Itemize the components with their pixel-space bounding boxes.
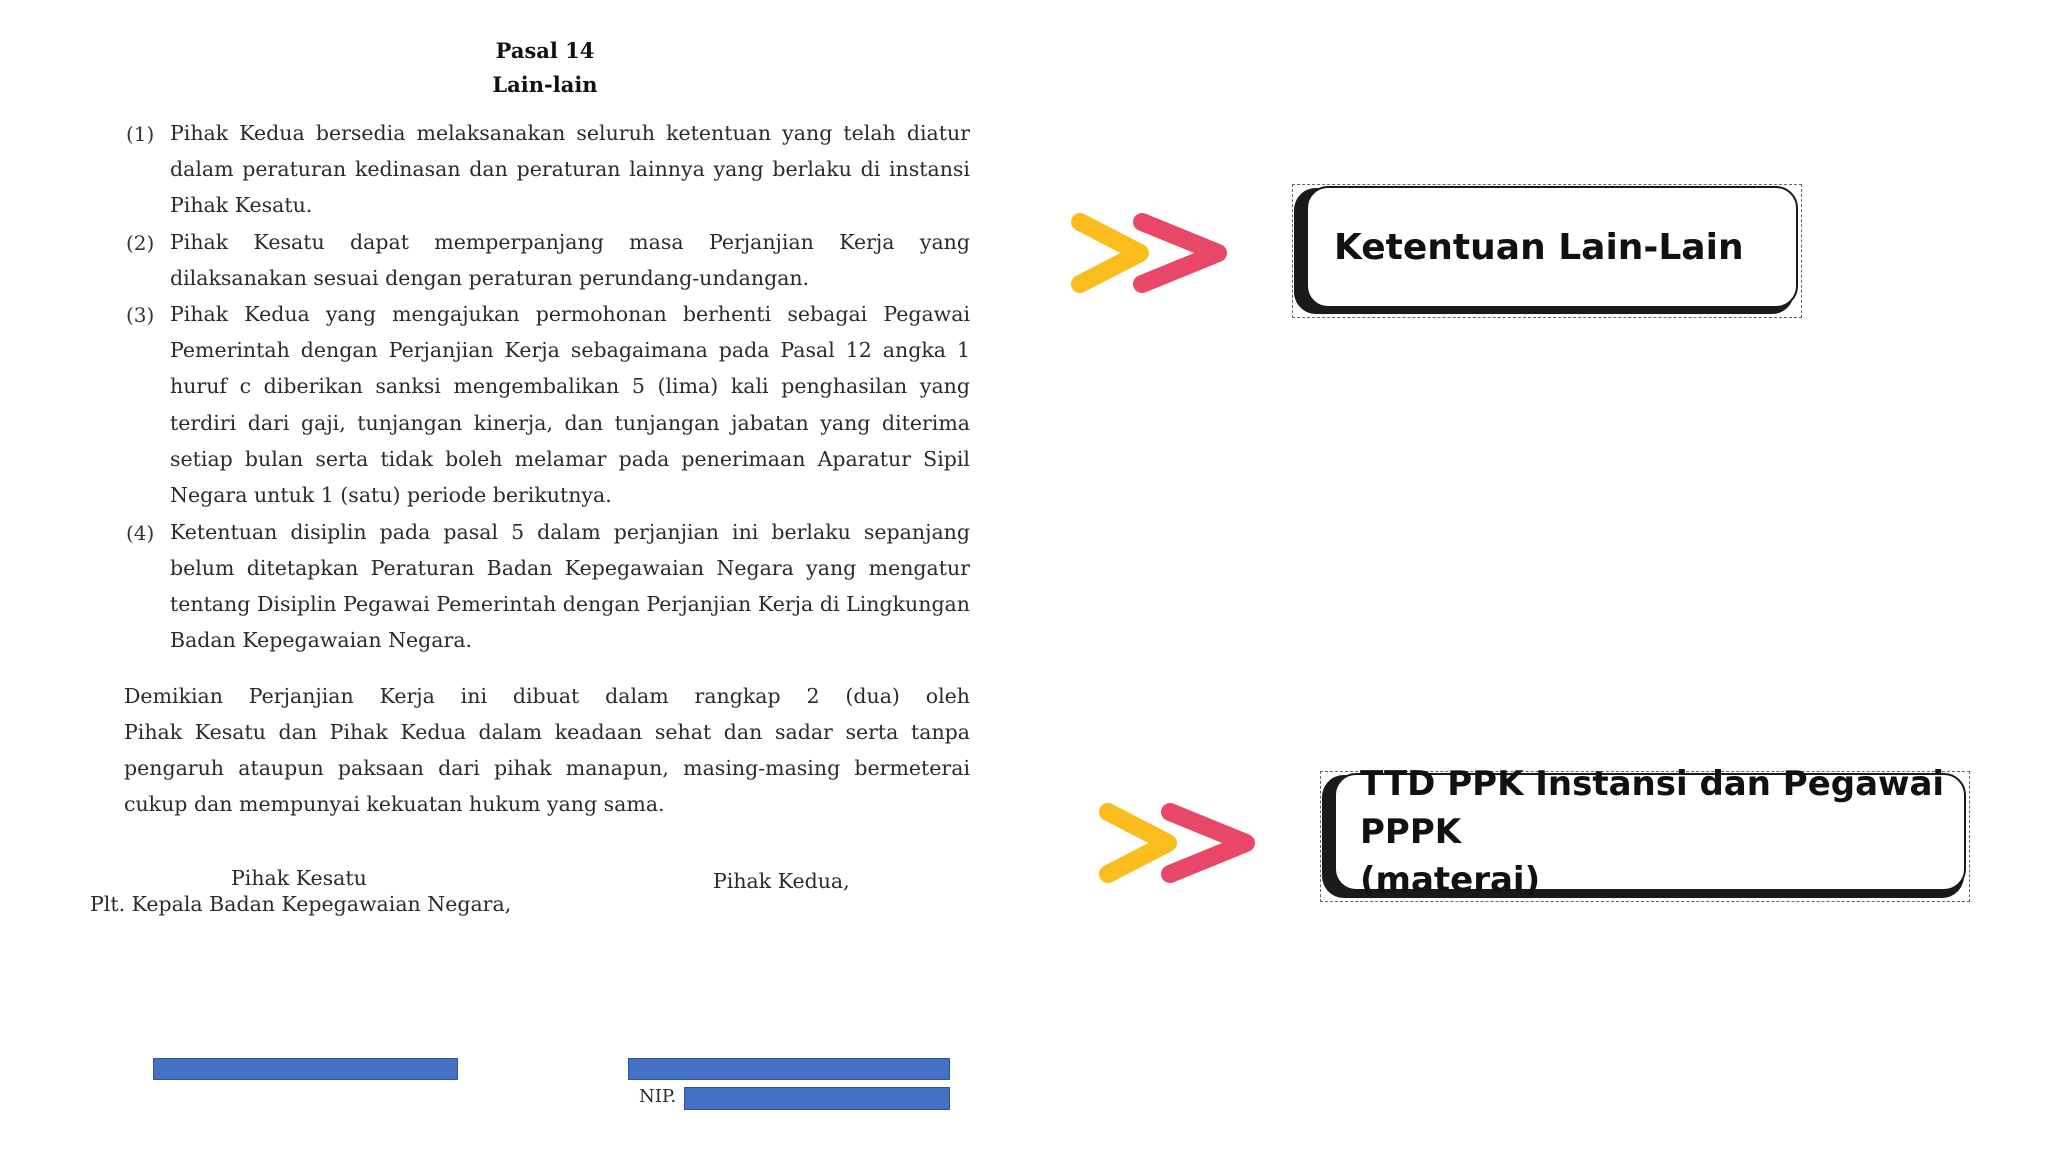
item-number: (2): [126, 231, 155, 255]
item-line: dalam peraturan kedinasan dan peraturan lainnya yang berlaku di instansi: [170, 157, 970, 181]
item-number: (1): [126, 122, 155, 146]
item-line: belum ditetapkan Peraturan Badan Kepegawaian Negara yang mengatur: [170, 556, 970, 580]
article-subtitle: Lain-lain: [492, 72, 598, 97]
callout-label: Ketentuan Lain-Lain: [1306, 186, 1798, 308]
document-page: [0, 0, 1000, 1152]
closing-line: pengaruh ataupun paksaan dari pihak manapun, masing-masing bermeterai: [124, 756, 970, 780]
item-number: (3): [126, 303, 155, 327]
item-line: Negara untuk 1 (satu) periode berikutnya.: [170, 483, 612, 507]
callout-line: TTD PPK Instansi dan Pegawai PPPK: [1360, 764, 1945, 852]
item-line: dilaksanakan sesuai dengan peraturan perundang-undangan.: [170, 266, 810, 290]
callout-ketentuan: [1292, 184, 1802, 318]
item-line: setiap bulan serta tidak boleh melamar pada penerimaan Aparatur Sipil: [170, 447, 970, 471]
double-chevron-icon: [1096, 800, 1262, 886]
item-number: (4): [126, 521, 155, 545]
closing-line: Demikian Perjanjian Kerja ini dibuat dalam rangkap 2 (dua) oleh: [124, 684, 970, 708]
item-line: terdiri dari gaji, tunjangan kinerja, dan tunjangan jabatan yang diterima: [170, 411, 970, 435]
double-chevron-icon: [1068, 210, 1234, 296]
redacted-signature-second: [628, 1058, 950, 1080]
article-title: Pasal 14: [495, 38, 595, 63]
item-line: tentang Disiplin Pegawai Pemerintah dengan Perjanjian Kerja di Lingkungan: [170, 592, 970, 616]
second-party-label: Pihak Kedua,: [713, 869, 850, 893]
nip-label: NIP.: [639, 1086, 677, 1107]
item-line: Pihak Kedua bersedia melaksanakan seluruh ketentuan yang telah diatur: [170, 121, 970, 145]
redacted-nip: [684, 1087, 950, 1110]
item-line: Pihak Kesatu.: [170, 193, 313, 217]
item-line: Badan Kepegawaian Negara.: [170, 628, 473, 652]
item-line: Ketentuan disiplin pada pasal 5 dalam perjanjian ini berlaku sepanjang: [170, 520, 970, 544]
item-line: huruf c diberikan sanksi mengembalikan 5 (lima) kali penghasilan yang: [170, 374, 970, 398]
item-line: Pihak Kedua yang mengajukan permohonan berhenti sebagai Pegawai: [170, 302, 970, 326]
item-line: Pemerintah dengan Perjanjian Kerja sebagaimana pada Pasal 12 angka 1: [170, 338, 970, 362]
first-party-label: Pihak Kesatu: [231, 866, 367, 890]
first-party-title: Plt. Kepala Badan Kepegawaian Negara,: [90, 892, 512, 916]
closing-line: cukup dan mempunyai kekuatan hukum yang sama.: [124, 792, 665, 816]
closing-line: Pihak Kesatu dan Pihak Kedua dalam keadaan sehat dan sadar serta tanpa: [124, 720, 970, 744]
callout-line: (materai): [1360, 860, 1541, 900]
redacted-signature-first: [153, 1058, 458, 1080]
item-line: Pihak Kesatu dapat memperpanjang masa Perjanjian Kerja yang: [170, 230, 970, 254]
callout-ttd: [1320, 764, 1970, 902]
callout-label: [1334, 764, 1966, 900]
